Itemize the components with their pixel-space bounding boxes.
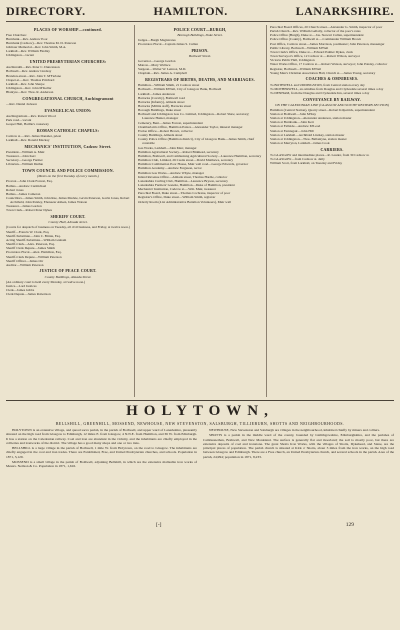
- directory-entry: To BOTHWELL and UDDINGSTON, from Central station every day: [270, 82, 365, 87]
- directory-entry: Burnbank—Rev. Andrew Poor: [6, 36, 48, 41]
- directory-entry: Acting Sheriff-Substitute—William Graham: [6, 237, 67, 242]
- directory-entry: Borough Buildings, Duke street: [138, 108, 182, 113]
- directory-entry: Hamilton (Central Station), Quarry street—Robert Kilpatrick, superintendent: [270, 107, 375, 112]
- directory-entry: Free Churches:: [6, 32, 27, 37]
- directory-entry: Sheriff Officer—James Orr: [6, 258, 44, 263]
- section-heading: CONVEYANCE BY RAILWAY.: [303, 97, 361, 102]
- directory-entry: Town Surveyor's Office, 12 Cadzow st.—Robert Wilson, surveyor: [270, 54, 360, 59]
- directory-entry: Station at Merryton, Larkhall—James Cook: [270, 141, 330, 146]
- directory-entry: Bothwell and Uddingston Gas Co. Limited, Uddingston—Robert Shaw, secretary; Laurence Hunter, manager: [138, 112, 250, 121]
- directory-entry: Sheriff-Clerk Depute—William Paterson: [6, 254, 62, 259]
- directory-entry: Larkhall—James Anderson: [138, 91, 176, 96]
- directory-entry: (An ordinary court is held every Monday, at twelve noon.): [6, 279, 86, 284]
- directory-entry: William Scott, from Larkhall, on Tuesday and Friday: [270, 161, 343, 166]
- directory-entry: Lanarkshire Farmers' Gazette, Hamilton—Duke of Hamilton, president: [138, 182, 235, 187]
- directory-entry: Registrar, Bothwell—William M'Neil: [270, 66, 322, 71]
- directory-entry: Hamilton—William Smith, 21 Cadzow street: [138, 83, 200, 88]
- directory-entry: Mechanics' Institution, Cadzow st.—Wm. Muir, treasurer: [138, 187, 216, 192]
- directory-entry: To GLASGOW—from Cadzow st. daily: [270, 157, 325, 162]
- section-heading: COACHES & OMNIBUSES.: [305, 77, 359, 82]
- directory-entry: Governor—George Gordon: [138, 58, 176, 63]
- directory-entry: Parish Church—Rev. William Gellatly, collector of the poor's rates: [270, 29, 361, 34]
- directory-entry: Young Men's Christian Association Hall, Church st.—James Young, secretary: [270, 70, 376, 75]
- directory-entry: Bailies—James Cameron: [6, 191, 41, 196]
- directory-entry: Surgeon—Walter W. Lennox, M.D.: [138, 67, 187, 72]
- directory-entry: Hamilton Club, Limited, 26 Castle street—David Matthews, secretary: [138, 158, 234, 163]
- directory-entry: Hamilton Agricultural Society—Robert Birkhead, secretary: [138, 149, 219, 154]
- directory-entry: Auchingramont—Rev. Robert Wood: [6, 113, 56, 118]
- directory-entry: Town Clerk's Office, Duke st.—Edward Palmer Dykes, clerk: [270, 49, 353, 54]
- directory-entry: Hamilton Gas Works—Andrew Whyte, manager: [138, 170, 204, 175]
- directory-entry: Clerk Depute—James Robertson: [6, 292, 51, 297]
- directory-entry: Station at Bothwell—John M'Kay: [270, 111, 317, 116]
- directory-entry: Orderly Room (41st Administrative Battalion Volunteers), Muir wall: [138, 199, 232, 204]
- section-subheading: Borough Buildings, Duke Street.: [177, 32, 223, 37]
- directory-entry: Station at Uddingston—Alexander Anderson, station master: [270, 116, 352, 121]
- directory-entry: County Police Office (Hamilton district), City of Glasgow Bank—James Smith, chief constable: [138, 137, 255, 146]
- directory-entry: Larkhall—Rev. William Findlay: [6, 49, 50, 54]
- directory-entry: —Rev. Daniel Jackson: [6, 102, 37, 106]
- directory-entry: Auchinraith—Rev. Peter C. Duncanson: [6, 65, 60, 70]
- section-heading: MECHANICS' INSTITUTION, Cadzow Street.: [24, 144, 112, 149]
- directory-entry: Chapel-st.—Rev. Thomas Pritchard: [6, 77, 55, 82]
- directory-entry: Excise Office—Robert Brown, collector: [138, 128, 193, 133]
- directory-entry: To MOTHERWELL, an omnibus from Douglas and Clydesdale several times a day: [270, 86, 384, 91]
- section-heading: REGISTRARS OF BIRTHS, DEATHS, AND MARRIAGES.: [145, 78, 255, 83]
- directory-columns: [6, 25, 394, 397]
- running-head: [6, 4, 394, 22]
- directory-entry: Procurator-Fiscal—Captain James S. Cullen: [138, 41, 199, 46]
- directory-entry: Lanarkshire Curling Club, Hamilton—Laurence Bryson, secretary: [138, 178, 228, 183]
- directory-entry: To DENHAM, from the Douglas and Clydesdale Inn, several times a day: [270, 90, 370, 95]
- town-subtitle: BELLSHILL, GREENHILL, MOSSEND, NEWHOUSE, NEW STEVENSTON, SALSBURGH, TILLIEBURN, SHOTTS AND NEIGHBOURHOODS.: [55, 421, 345, 426]
- prose-paragraph: SHOTTS is a parish in the middle ward of the county, bounded by Linlithgowshire, Edinburghshire, and the parishes of Cambusnethan, Bothwell, and New Monkland. The surface is generally flat and moorland; the soil is mostly poor, but there are extensive deposits of coal and ironstone. The great Shotts Iron Works, with the villages of Shotts, Dykehead, and Stane, are the principal places of population. The parish church is situated at Kirk o' Shotts, about 3 miles from the iron works, on the high road between Glasgow and Edinburgh. There are a Free church, an United Presbyterian church, and several schools in the parish. Area of the parish, 24,994; population in 1871, 8,233.: [203, 433, 394, 459]
- prose-column-right: [203, 428, 394, 520]
- column-right: [266, 25, 394, 397]
- directory-entry: Auditor—William Paterson: [6, 262, 44, 267]
- directory-entry: Burnbank (Cadzow)—Rev. Thomas M. D. Paterson: [6, 40, 77, 45]
- directory-entry: Gospel Hall, Baillie's causeway: [6, 122, 49, 127]
- directory-entry: Station at Fallside—Andrew M'Leod: [270, 124, 321, 129]
- directory-entry: To GLASGOW and intermediate places—R. Lauder, from 30 Cadzow st.: [270, 152, 370, 157]
- page-number: 129: [345, 522, 354, 528]
- directory-entry: Barracks (Cavalry), Bothwell road: [138, 95, 185, 100]
- section-subheading: ON THE CALEDONIAN LINE (GLASGOW AND SOUTH WESTERN SECTION): [274, 102, 390, 107]
- directory-entry: Bailies—Andrew Carmichael: [6, 183, 47, 188]
- column-left: [6, 25, 130, 397]
- section-heading: SHERIFF COURT.: [50, 215, 86, 220]
- directory-entry: Public Library, Bothwell—William M'Neil: [270, 45, 329, 50]
- directory-entry: Provost—John Clark Forrest, Esq.: [6, 179, 53, 184]
- prose-paragraph: MOSSEND is a small village in the parish of Bothwell, adjoining Bellshill, in which are the extensive malleable iron works of Messrs. Neilson & Co. Population in 1871, 1,616.: [6, 459, 197, 468]
- section-heading: ROMAN CATHOLIC CHAPELS:: [36, 128, 100, 133]
- directory-entry: Hamilton, Bothwell, and Cambuslang Agricultural Society—Laurence Hamilton, secretary: [138, 153, 262, 158]
- directory-entry: Uddingston—Rev. John M'Kellar: [6, 86, 52, 91]
- town-description: [6, 428, 394, 520]
- directory-entry: Judges—Burgh Magistrates: [138, 37, 176, 42]
- header-center: HAMILTON.: [153, 4, 228, 18]
- directory-entry: Parochial Board Offices, 20 Church street—Alexander G. Smith, inspector of poor: [270, 25, 383, 29]
- directory-entry: Cadzow st.—Rev. James Danaher, priest: [6, 133, 62, 138]
- section-subheading: Bothwell Street.: [188, 53, 212, 58]
- directory-entry: Treasurer—James Gordon: [6, 204, 42, 209]
- directory-entry: Sheriff-Substitute—John C. Birnie, Esq.: [6, 233, 61, 238]
- directory-entry: County Buildings, Almada street: [138, 133, 183, 138]
- directory-entry: Sheriff Clerk Depute—James Smith: [6, 246, 56, 251]
- section-heading: PLACES OF WORSHIP—continued.: [33, 27, 103, 32]
- directory-entry: Victoria Public Hall, Uddingston: [270, 58, 315, 63]
- directory-entry: Park road—vacant: [6, 117, 32, 122]
- directory-entry: Station at Burnbank—John Kerr: [270, 120, 314, 125]
- directory-entry: Treasurer—John Kerr: [6, 154, 36, 159]
- directory-entry: Matron—Mary Wallace: [138, 63, 171, 68]
- section-subheading: County Buildings, Almada Street.: [44, 274, 92, 279]
- section-heading: JUSTICE OF PEACE COURT.: [39, 269, 97, 274]
- directory-entry: Bothwell—Rev. Andrew Lindsay: [6, 69, 52, 74]
- section-heading: CONGREGATIONAL CHURCH, Auchingramont: [22, 96, 114, 101]
- header-left: DIRECTORY.: [6, 4, 86, 18]
- column-middle: [134, 25, 262, 397]
- section-subheading: (Meets on the first Tuesday of every month.): [37, 174, 99, 179]
- directory-entry: Robert Jones: [6, 187, 24, 192]
- page-footer: [6, 522, 394, 528]
- town-title: HOLYTOWN,: [126, 403, 274, 419]
- directory-entry: Sheriff-Clerk—Alex. Paterson, Esq.: [6, 242, 55, 247]
- directory-entry: Councillors—James Smith, John Rae, James Mackie, Gavin Paterson, Gavin Jones, Robert Archibald, John Paisley, Ebenezer Aitken, James Watson: [6, 195, 130, 205]
- header-right: LANARKSHIRE.: [295, 4, 394, 18]
- directory-entry: Police Office (Burgh), Duke st.—Jas. Stewart Cullen, superintendent: [270, 33, 364, 38]
- directory-entry: (Courts for despatch of business on Tuesday, all civil business, and Friday, at twelve noon.): [6, 225, 130, 230]
- directory-entry: Bothwell—William M'Neil, City of Glasgow Bank, Bothwell: [138, 87, 222, 92]
- directory-entry: Justice—Lord Justices: [6, 283, 37, 288]
- directory-entry: Sheriff—Francis W. Clark, Esq.: [6, 229, 50, 234]
- directory-entry: Clerk—James Gibbs: [6, 288, 35, 293]
- section-heading: CARRIERS.: [320, 147, 344, 152]
- directory-entry: Larkhall—Rev. Donald Mackay: [6, 138, 50, 143]
- directory-entry: Librarian—William Duthie: [6, 162, 44, 167]
- directory-entry: Cemetery, Bent—James Forrest, superintendent: [138, 120, 203, 125]
- directory-entry: Uddingston—vacant: [6, 53, 35, 58]
- section-subheading: County Hall, Almada street.: [48, 220, 88, 225]
- signature-mark: [-]: [156, 522, 162, 528]
- prose-paragraph: HOLYTOWN is an extensive village, and quoad sacra parish, in the parish of Bothwell, and upper ward of Lanarkshire, pleasantly situated on the high road from Glasgow to Edinburgh, 12 miles E. from Glasgow, 4 N.N.E. from Hamilton, and 36 W. from Edinburgh. It has a station on the Caledonian railway. Coal and iron are abundant in the vicinity, and the inhabitants are chiefly employed in the collieries and ironworks of the district. The village has a good many shops and one or two inns.: [6, 428, 197, 445]
- directory-entry: Hamilton Combination Poor House, Muir wall road—George Edwards, governor: [138, 162, 249, 167]
- directory-entry: Gilmour Memorial—Rev. John Smith, M.A.: [6, 45, 67, 50]
- directory-entry: Parochial Board, Duke street—Thomas Cochrane, inspector of poor: [138, 191, 231, 196]
- directory-entry: Post Office, Cadzow street—James Morrison, postmaster; John Paterson, messenger: [270, 41, 385, 46]
- directory-entry: Gas Works, Larkhall—John Marr, manager: [138, 145, 197, 150]
- directory-entry: Chamberlain's Office, Hamilton Palace—Alexander Taylor, mineral manager: [138, 124, 243, 129]
- directory-entry: Station at Larkhall—Archibald Lindsay, station master: [270, 132, 345, 137]
- directory-entry: Secretary—George Farmer: [6, 158, 43, 163]
- directory-entry: President—William A. Muir: [6, 149, 45, 154]
- section-divider: [6, 400, 394, 401]
- directory-entry: Water Works Office, 17 Cadzow st.—Robert Watson, surveyor; John Paisley, collector: [270, 62, 388, 67]
- directory-entry: Chaplain—Rev. James A. Campbell: [138, 71, 187, 76]
- prose-paragraph: BELLSHILL is a large village in the parish of Bothwell, 1 mile W. from Holytown, on the road to Glasgow. The inhabitants are chiefly engaged in the coal and iron trades. There are Established, Free, and United Presbyterian churches, and schools. Population in 1871, 3,129.: [6, 446, 197, 459]
- prose-column-left: [6, 428, 197, 520]
- directory-entry: Station at Ferniegair—John Hill: [270, 128, 314, 133]
- prose-paragraph: NEWHOUSE, New Stevenston and Salsburgh are villages in the neighbourhood, inhabited chiefly by miners and colliers.: [209, 428, 380, 432]
- directory-entry: Barracks (Infantry), Almada street: [138, 99, 185, 104]
- directory-entry: Police Office (County), Bothwell st.—Commander William Brown: [270, 37, 362, 42]
- directory-entry: Station at Uddingston—Thos. Ballantyne, station master: [270, 136, 347, 141]
- section-heading: POLICE COURT—BURGH,: [173, 27, 227, 32]
- directory-entry: Barracks (Militia staff), Barracks street: [138, 104, 192, 108]
- section-heading: EVANGELICAL UNION:: [44, 108, 92, 113]
- directory-entry: Larkhall—Rev. John Sharpe: [6, 81, 45, 86]
- directory-entry: Blantyre—Rev. Thos. R. Anderson: [6, 90, 54, 95]
- section-heading: TOWN COUNCIL AND POLICE COMMISSION.: [22, 169, 114, 174]
- directory-entry: Hamilton Academy—Andrew Ferguson, rector: [138, 166, 202, 171]
- directory-entry: Procurator-Fiscal—Alex. Hamilton, Esq.: [6, 250, 62, 255]
- directory-entry: Town Clerk—Robert Peter Dykes: [6, 208, 52, 213]
- directory-entry: Inland Revenue Office—Almada street, Thomas Hardie, collector: [138, 174, 228, 179]
- section-heading: PRISON.: [191, 48, 209, 53]
- directory-entry: Registrar's Office, Duke street—William Smith, registrar: [138, 195, 216, 200]
- section-heading: UNITED PRESBYTERIAN CHURCHES:: [29, 60, 107, 65]
- directory-entry: Brandon-street—Rev. John T. M'Farlane: [6, 73, 61, 78]
